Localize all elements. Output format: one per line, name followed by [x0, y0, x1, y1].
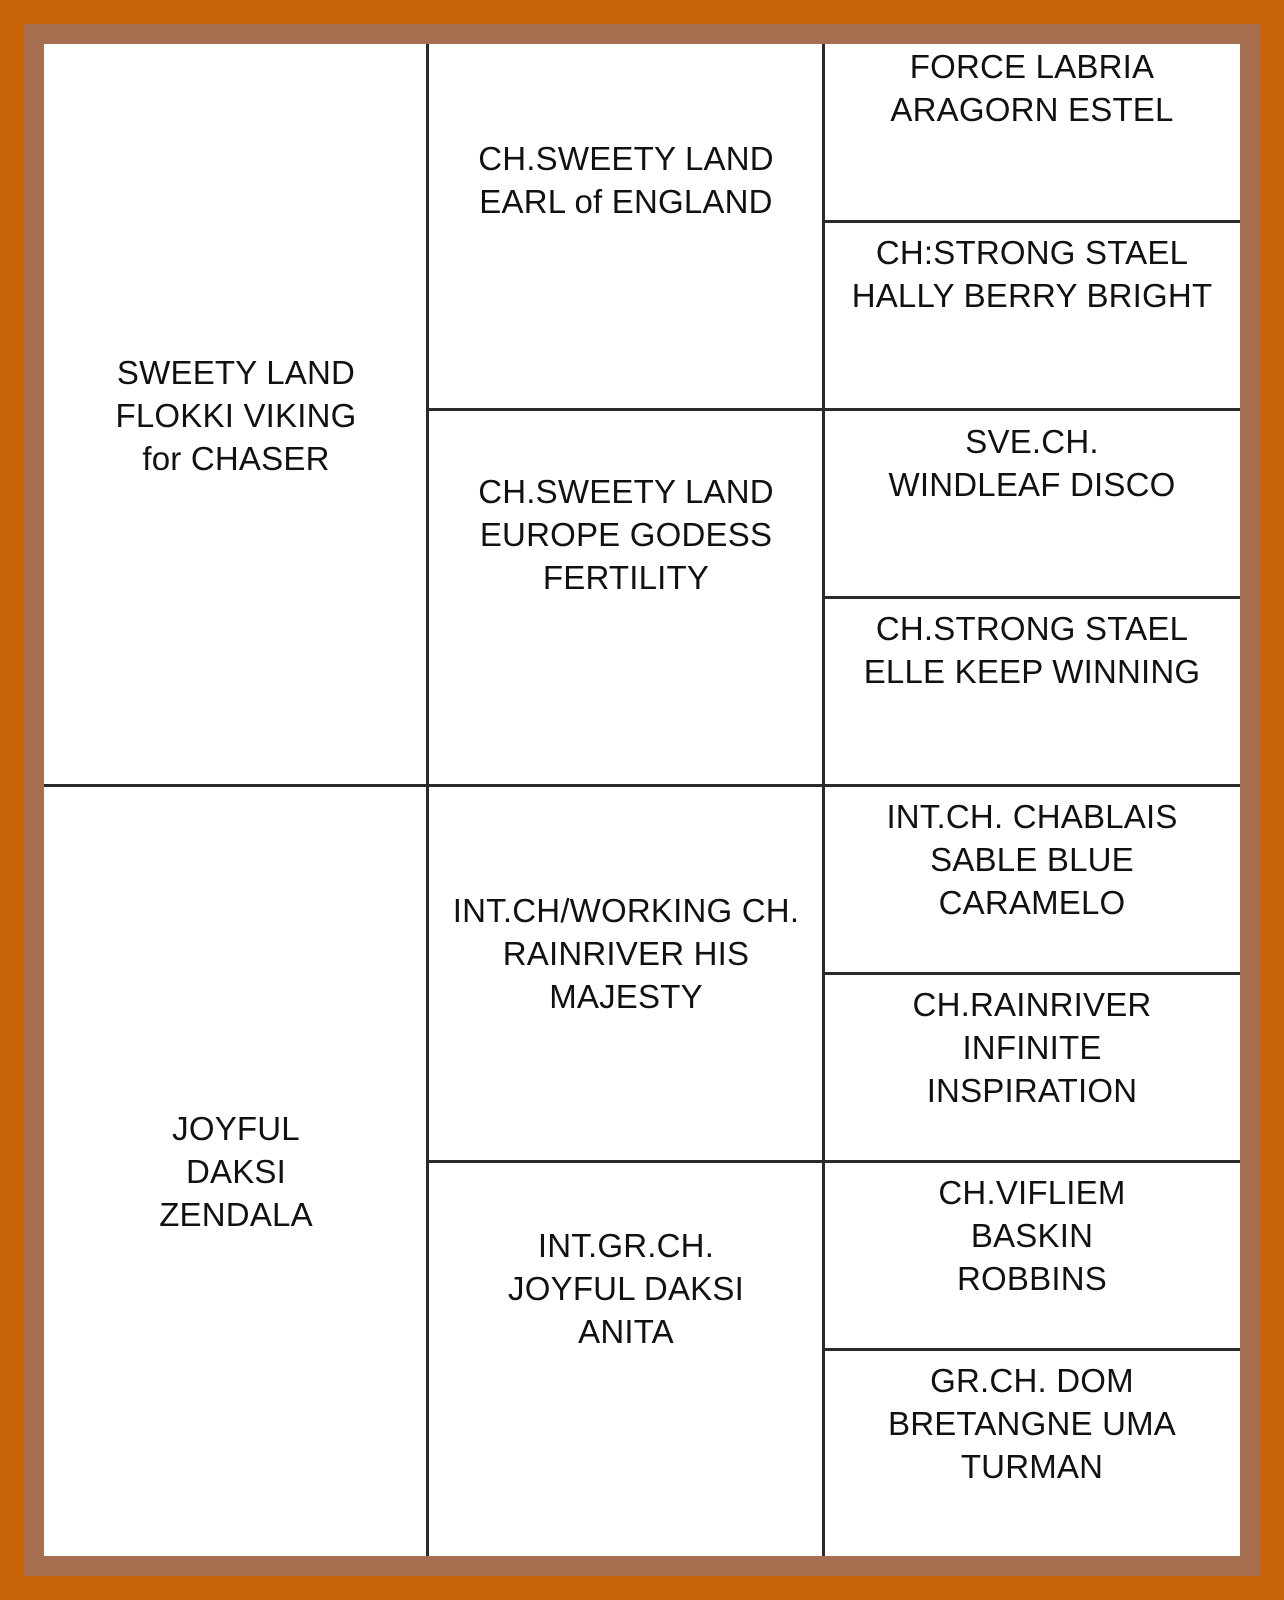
- great-grandparent-cell: [824, 1350, 1240, 1556]
- great-grandparent-name-line: ELLE KEEP WINNING: [863, 653, 1201, 690]
- maternal-grandsire-cell: [428, 786, 824, 1162]
- great-grandparent-name-line: GR.CH. DOM: [930, 1362, 1134, 1399]
- grandparent-name-line: INT.GR.CH.: [537, 1227, 715, 1264]
- great-grandparent-cell: [824, 786, 1240, 974]
- grandparent-name-line: JOYFUL DAKSI: [508, 1270, 744, 1307]
- great-grandparent-name-line: CH.VIFLIEM: [938, 1174, 1126, 1211]
- row-divider: [824, 220, 1240, 223]
- great-grandparent-cell: [824, 974, 1240, 1162]
- great-grandparent-cell: [824, 44, 1240, 222]
- grandparent-name-line: INT.CH/WORKING CH.: [452, 892, 800, 929]
- great-grandparent-name-line: ROBBINS: [957, 1260, 1107, 1297]
- great-grandparent-name-line: INFINITE: [962, 1029, 1102, 1066]
- column-divider: [822, 44, 825, 1556]
- dam-name-line: DAKSI: [185, 1152, 287, 1190]
- row-divider: [824, 1348, 1240, 1351]
- great-grandparent-cell: [824, 598, 1240, 786]
- great-grandparent-name-line: ARAGORN ESTEL: [890, 91, 1174, 128]
- great-grandparent-name-line: CARAMELO: [938, 884, 1126, 921]
- grandparent-name-line: FERTILITY: [542, 559, 710, 596]
- maternal-granddam-cell: [428, 1162, 824, 1556]
- great-grandparent-name-line: INT.CH. CHABLAIS: [886, 798, 1178, 835]
- grandparent-name-line: EARL of ENGLAND: [479, 183, 773, 220]
- great-grandparent-name-line: INSPIRATION: [926, 1072, 1138, 1109]
- great-grandparent-name-line: BRETANGNE UMA: [887, 1405, 1176, 1442]
- great-grandparent-name-line: FORCE LABRIA: [909, 48, 1155, 85]
- grandparent-name-line: MAJESTY: [549, 978, 703, 1015]
- sire-cell: [44, 44, 428, 786]
- grandparent-name-line: ANITA: [578, 1313, 674, 1350]
- grandparent-name-line: EUROPE GODESS: [479, 516, 773, 553]
- paternal-granddam-cell: [428, 410, 824, 786]
- column-divider: [426, 44, 429, 1556]
- great-grandparent-name-line: SVE.CH.: [965, 423, 1099, 460]
- great-grandparent-name-line: CH.RAINRIVER: [912, 986, 1152, 1023]
- sire-name-line: FLOKKI VIKING: [115, 396, 357, 434]
- great-grandparent-name-line: CH:STRONG STAEL: [875, 234, 1189, 271]
- great-grandparent-name-line: WINDLEAF DISCO: [888, 466, 1176, 503]
- great-grandparent-name-line: BASKIN: [970, 1217, 1094, 1254]
- great-grandparent-cell: [824, 410, 1240, 598]
- dam-name-line: ZENDALA: [159, 1195, 313, 1233]
- great-grandparent-name-line: SABLE BLUE: [930, 841, 1134, 878]
- great-grandparent-cell: [824, 1162, 1240, 1350]
- grandparent-name-line: CH.SWEETY LAND: [478, 140, 774, 177]
- dam-cell: [44, 786, 428, 1556]
- row-divider: [44, 784, 1240, 787]
- sire-name-line: SWEETY LAND: [116, 353, 356, 391]
- great-grandparent-name-line: HALLY BERRY BRIGHT: [851, 277, 1213, 314]
- row-divider: [428, 408, 1240, 411]
- great-grandparent-name-line: CH.STRONG STAEL: [875, 610, 1189, 647]
- great-grandparent-cell: [824, 222, 1240, 410]
- dam-name-line: JOYFUL: [172, 1109, 300, 1147]
- pedigree-chart: [44, 44, 1240, 1556]
- grandparent-name-line: RAINRIVER HIS: [502, 935, 750, 972]
- sire-name-line: for CHASER: [142, 439, 330, 477]
- paternal-grandsire-cell: [428, 44, 824, 410]
- row-divider: [428, 1160, 1240, 1163]
- row-divider: [824, 972, 1240, 975]
- grandparent-name-line: CH.SWEETY LAND: [478, 473, 774, 510]
- row-divider: [824, 596, 1240, 599]
- great-grandparent-name-line: TURMAN: [960, 1448, 1104, 1485]
